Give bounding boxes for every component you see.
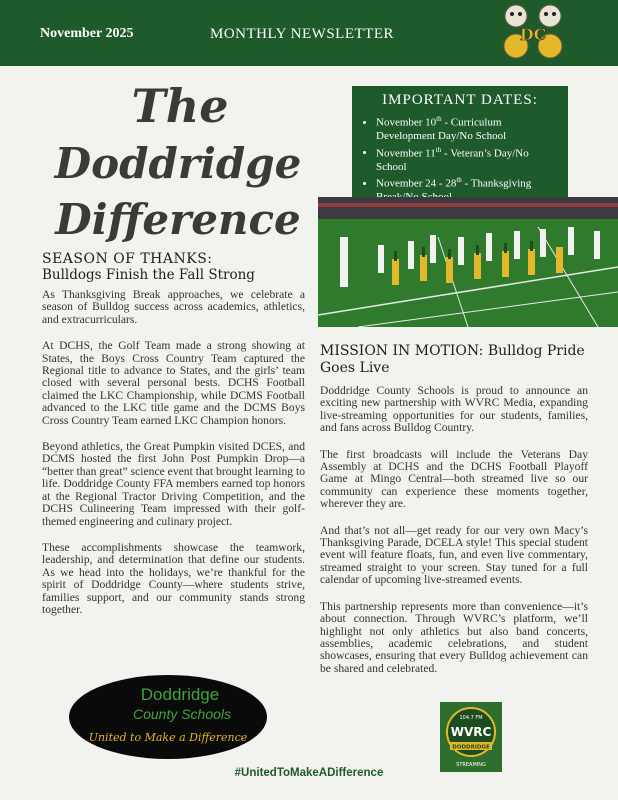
season-paragraph: As Thanksgiving Break approaches, we celebrate a season of Bulldog success across academics, athletics, and extracurriculars.	[42, 288, 305, 326]
issue-date: November 2025	[40, 26, 134, 41]
mission-paragraph: The first broadcasts will include the Veterans Day Assembly at DCHS and the DCHS Football Playoff Game at Mingo Central—both streamed live so our community can experience these moments together, wherever they are.	[320, 447, 588, 511]
season-of-thanks-article	[42, 251, 305, 630]
bulldogs-logo	[500, 2, 566, 64]
season-heading: SEASON OF THANKS:	[42, 251, 213, 267]
season-subheading: Bulldogs Finish the Fall Strong	[42, 267, 255, 283]
newsletter-label: MONTHLY NEWSLETTER	[210, 26, 394, 42]
title-line-1: The	[131, 79, 229, 133]
svg-text:DODDRIDGE: DODDRIDGE	[452, 744, 490, 751]
mission-paragraph: And that’s not all—get ready for our very own Macy’s Thanksgiving Parade, DCELA style! This special student event will feature floats, fun, and even live commentary, streamed straight to your screen. Stay tuned for a full calendar of upcoming live-streamed events.	[320, 523, 588, 587]
date-item: • November 11th - Veteran’s Day/No School	[376, 144, 558, 175]
svg-text:STREAMING: STREAMING	[456, 762, 486, 768]
header-bar	[0, 0, 618, 66]
important-dates-heading: IMPORTANT DATES:	[382, 92, 538, 108]
mission-paragraph: This partnership represents more than convenience—it’s about connection. Through WVRC’s platform, we’ll highlight not only athletics but also band concerts, assemblies, academic celebrations, and student showcases, ensuring that every Bulldog achievement can be shared and celebrated.	[320, 599, 588, 675]
svg-text:WVRC: WVRC	[450, 725, 492, 739]
title-line-2: Doddridge	[54, 139, 302, 188]
season-paragraph: These accomplishments showcase the teamwork, leadership, and determination that define our students. As we head into the holidays, we’re thankful for the spirit of Doddridge County—where students strive, families support, and our community stands strong together.	[42, 540, 305, 616]
season-paragraph: At DCHS, the Golf Team made a strong showing at States, the Boys Cross Country Team captured the Regional title to advance to States, and the girls’ team closed with several personal bests. DCHS Football claimed the LKC Championship, while DCMS Football advanced to the LKC title game and the DCMS Boys Cross Country Team earned LKC Champion honors.	[42, 339, 305, 427]
doddridge-county-schools-logo	[68, 674, 268, 760]
title-line-3: Difference	[55, 195, 301, 244]
logo-letters: DC	[519, 25, 547, 44]
date-item: • November 24 - 28th - Thanksgiving	[376, 174, 558, 205]
date-item: • November 10th - Curriculum Development Day/No School	[376, 113, 558, 144]
hashtag-footer: #UnitedToMakeADifference	[234, 767, 384, 779]
svg-text:County Schools: County Schools	[132, 706, 232, 722]
svg-text:104.7 FM: 104.7 FM	[459, 715, 483, 721]
svg-text:United to Make a Difference: United to Make a Difference	[88, 731, 248, 744]
svg-text:Doddridge: Doddridge	[140, 685, 220, 704]
marching-band-photo	[318, 197, 618, 327]
wvrc-media-logo	[440, 702, 502, 772]
season-paragraph: Beyond athletics, the Great Pumpkin visited DCES, and DCMS hosted the first John Post Pumpkin Drop—a “better than great” science event that brought learning to life. Doddridge County FFA members earned top honors at the Regional Tractor Driving Competition, and the DCHS Culineering Team impressed with their golf-themed engineering and culinary project.	[42, 440, 305, 528]
newsletter-title	[30, 70, 330, 250]
mission-paragraph: Doddridge County Schools is proud to announce an exciting new partnership with WVRC Media, expanding live-streaming opportunities for our students, families, and fans across Bulldog Country.	[320, 384, 588, 435]
mission-heading: MISSION IN MOTION: Bulldog Pride Goes Live	[320, 343, 585, 376]
mission-in-motion-article	[320, 343, 588, 689]
